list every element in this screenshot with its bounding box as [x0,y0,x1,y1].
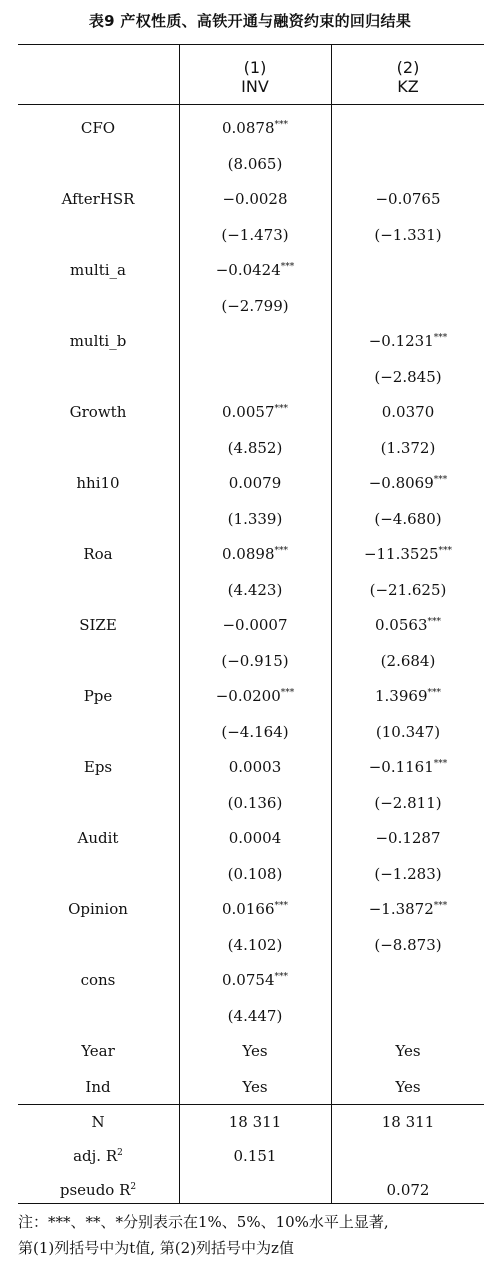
inv-stat-value [180,1179,330,1201]
row-label: Eps [83,758,113,776]
col2-name: KZ [397,77,419,96]
inv-coef-cell: 0.0079 [228,474,282,492]
row-label-empty [18,1005,178,1027]
inv-stat-value: 0.151 [233,1147,277,1165]
kz-zstat-cell: (−2.811) [374,794,442,812]
kz-zstat-cell: (−1.283) [374,865,442,883]
inv-stat-value: 18 311 [228,1113,282,1131]
inv-tstat-cell: (−2.799) [221,297,289,315]
bottom-rule [18,1203,484,1204]
col2-header [332,58,484,96]
kz-zstat-cell: (−21.625) [369,581,447,599]
inv-tstat-cell: (8.065) [227,155,283,173]
row-label-empty [18,863,178,885]
top-rule [18,44,484,45]
stat-label: adj. $R^2$ [73,1147,123,1165]
inv-tstat-cell [180,366,330,388]
row-label: Audit [77,829,119,847]
row-label: Opinion [68,900,128,918]
row-label: multi_a [70,261,126,279]
inv-coef-cell: 0.0057*** [222,403,288,421]
row-label: cons [80,971,116,989]
inv-coef-cell: 0.0004 [228,829,282,847]
kz-stat-value: 0.072 [386,1181,430,1199]
row-label-empty [18,366,178,388]
inv-tstat-cell: (0.108) [227,865,283,883]
inv-coef-cell: −0.0007 [222,616,288,634]
inv-coef-cell: Yes [242,1078,268,1096]
kz-zstat-cell [332,1005,484,1027]
kz-coef-cell [332,117,484,139]
row-label: Roa [83,545,113,563]
col1-header [180,58,330,96]
inv-tstat-cell: (0.136) [227,794,283,812]
kz-coef-cell: Yes [395,1042,421,1060]
kz-coef-cell: −0.1161*** [368,758,448,776]
stat-label: pseudo $R^2$ [59,1181,137,1199]
kz-zstat-cell: (−8.873) [374,936,442,954]
inv-coef-cell: −0.0200*** [215,687,295,705]
row-label: SIZE [79,616,117,634]
row-label-empty [18,224,178,246]
header-rule [18,104,484,105]
kz-zstat-cell: (1.372) [380,439,436,457]
kz-coef-cell: −0.1231*** [368,332,448,350]
kz-zstat-cell [332,153,484,175]
kz-zstat-cell: (2.684) [380,652,436,670]
inv-coef-cell: 0.0003 [228,758,282,776]
inv-coef-cell: −0.0424*** [215,261,295,279]
row-label: Ind [85,1078,111,1096]
kz-coef-cell: 0.0563*** [375,616,441,634]
row-label: AfterHSR [61,190,135,208]
kz-coef-cell: −0.8069*** [368,474,448,492]
inv-tstat-cell: (4.102) [227,936,283,954]
row-label: Ppe [83,687,113,705]
row-label: Year [81,1042,115,1060]
kz-coef-cell: −0.0765 [375,190,441,208]
kz-coef-cell [332,969,484,991]
kz-coef-cell: 0.0370 [381,403,435,421]
row-label-empty [18,650,178,672]
row-label-empty [18,437,178,459]
inv-coef-cell [180,330,330,352]
stats-rule [18,1104,484,1105]
kz-coef-cell: Yes [395,1078,421,1096]
row-label: CFO [80,119,116,137]
kz-coef-cell [332,259,484,281]
kz-zstat-cell: (−4.680) [374,510,442,528]
inv-coef-cell: 0.0878*** [222,119,288,137]
row-label: multi_b [69,332,127,350]
inv-tstat-cell: (−4.164) [221,723,289,741]
row-label-empty [18,721,178,743]
row-label: Growth [69,403,127,421]
row-label-empty [18,295,178,317]
row-label-empty [18,792,178,814]
col1-name: INV [241,77,269,96]
kz-coef-cell: −11.3525*** [363,545,453,563]
inv-coef-cell: 0.0754*** [222,971,288,989]
inv-coef-cell: −0.0028 [222,190,288,208]
kz-stat-value: 18 311 [381,1113,435,1131]
kz-coef-cell: 1.3969*** [375,687,441,705]
table-title: 表9 产权性质、高铁开通与融资约束的回归结果 [88,12,412,30]
table-note-line-2: 第(1)列括号中为t值, 第(2)列括号中为z值 [18,1239,294,1257]
table-note-line-1: 注：***、**、*分别表示在1%、5%、10%水平上显著, [18,1213,389,1231]
inv-tstat-cell: (4.852) [227,439,283,457]
kz-coef-cell: −1.3872*** [368,900,448,918]
kz-zstat-cell: (−2.845) [374,368,442,386]
inv-tstat-cell: (4.447) [227,1007,283,1025]
kz-stat-value [332,1145,484,1167]
kz-coef-cell: −0.1287 [375,829,441,847]
kz-zstat-cell: (10.347) [375,723,441,741]
kz-zstat-cell [332,295,484,317]
col2-number: (2) [396,58,420,77]
row-label: hhi10 [76,474,120,492]
inv-coef-cell: 0.0898*** [222,545,288,563]
inv-tstat-cell: (4.423) [227,581,283,599]
inv-coef-cell: Yes [242,1042,268,1060]
inv-tstat-cell: (1.339) [227,510,283,528]
kz-zstat-cell: (−1.331) [374,226,442,244]
row-label-empty [18,934,178,956]
row-label-empty [18,153,178,175]
inv-tstat-cell: (−0.915) [221,652,289,670]
row-label-empty [18,508,178,530]
inv-tstat-cell: (−1.473) [221,226,289,244]
col1-number: (1) [243,58,267,77]
stat-label: N [91,1113,105,1131]
row-label-empty [18,579,178,601]
inv-coef-cell: 0.0166*** [222,900,288,918]
